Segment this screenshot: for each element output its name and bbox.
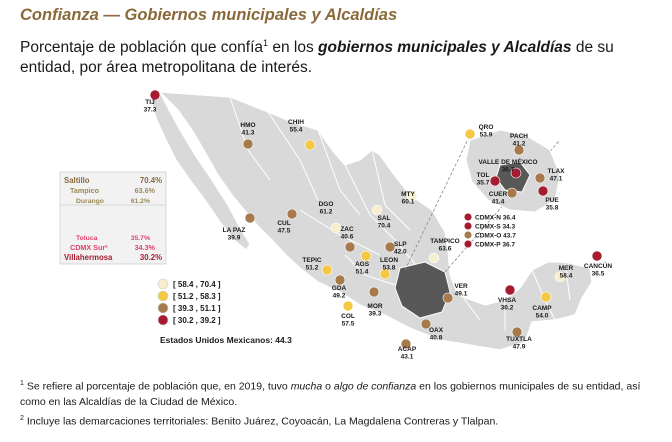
city-value: 35.7 — [476, 179, 490, 187]
city-name: TAMPICO — [430, 238, 460, 245]
city-value: 41.2 — [512, 140, 526, 148]
city-name: MOR — [367, 303, 383, 310]
city-value: 39.3 — [368, 310, 382, 318]
ranking-value: 34.3% — [134, 243, 155, 252]
city-marker — [335, 275, 345, 285]
city-name: COL — [341, 313, 355, 320]
subtitle-part1: Porcentaje de población que confía — [20, 39, 264, 57]
legend-swatch — [158, 279, 168, 289]
city-marker — [245, 213, 255, 223]
city-name: VALLE DE MÉXICO — [478, 159, 538, 166]
city-value: 47.1 — [549, 175, 563, 183]
legend-item — [158, 279, 221, 289]
city-marker — [287, 209, 297, 219]
ranking-name: Saltillo — [64, 176, 90, 185]
city-value: 53.8 — [382, 264, 396, 272]
city-value: 36.7 — [501, 166, 515, 174]
city-marker — [322, 265, 332, 275]
city-name: VER — [454, 283, 468, 290]
city-name: ACAP — [397, 346, 417, 353]
city-name: LEON — [379, 257, 399, 264]
legend-label: [ 30.2 , 39.2 ] — [173, 316, 221, 325]
city-marker — [443, 293, 453, 303]
ranking-value: 70.4% — [139, 176, 162, 185]
city-name: CUL — [277, 220, 291, 227]
city-value: 55.4 — [289, 126, 303, 134]
city-value: 70.4 — [377, 222, 391, 230]
city-marker — [345, 242, 355, 252]
legend — [158, 279, 221, 325]
footnote-1-mid: o — [322, 380, 334, 393]
city-value: 41.4 — [491, 198, 505, 206]
city-value: 51.2 — [305, 264, 319, 272]
ranking-value: 61.2% — [130, 198, 150, 205]
city-marker — [429, 253, 439, 263]
city-value: 47.5 — [277, 227, 291, 235]
footnote-2-text: Incluye las demarcaciones territoriales: Benito Juárez, Coyoacán, La Magdalena Contreras y Tlalpan. — [23, 415, 499, 427]
city-value: 40.8 — [429, 334, 443, 342]
ranking-box — [60, 172, 166, 264]
legend-label: [ 58.4 , 70.4 ] — [173, 280, 221, 289]
legend-swatch — [158, 303, 168, 313]
footnote-1-post: en los gobiernos municipales de su entidad, así como en las Alcaldías de la Ciudad de México. — [20, 380, 641, 408]
footnote-1-marker: 1 — [20, 380, 24, 387]
city-marker — [505, 285, 515, 295]
city-name: DGO — [318, 201, 334, 208]
city-value: 51.4 — [355, 268, 369, 276]
cdmx-marker — [464, 213, 472, 221]
city-marker — [372, 205, 382, 215]
ranking-name: Villahermosa — [64, 253, 113, 262]
subtitle-part3: de su entidad, por área metropolitana de interés. — [20, 39, 614, 77]
city-value: 35.8 — [545, 204, 559, 212]
cdmx-item — [464, 222, 515, 230]
city-value: 53.9 — [479, 131, 493, 139]
cdmx-label: CDMX-N 36.4 — [475, 214, 516, 222]
subtitle-bold: gobiernos municipales y Alcaldías — [318, 39, 572, 57]
legend-label: [ 51.2 , 58.3 ] — [173, 292, 221, 301]
footnote-1-italic-2: algo de confianza — [333, 380, 417, 393]
legend-item — [158, 303, 221, 313]
city-value: 42.0 — [394, 248, 407, 256]
ranking-value: 30.2% — [139, 253, 162, 262]
footnote-1 — [20, 376, 660, 411]
city-name: OAX — [428, 327, 444, 334]
city-name: TIJ — [145, 99, 155, 106]
city-name: TOL — [476, 172, 490, 179]
city-name: CHIH — [288, 119, 304, 126]
legend-swatch — [158, 315, 168, 325]
cdmx-marker — [464, 240, 472, 248]
footnote-1-italic-1: mucha — [290, 380, 323, 393]
city-value: 61.2 — [319, 208, 333, 216]
legend-item — [158, 315, 221, 325]
city-marker — [538, 186, 548, 196]
cdmx-item — [464, 213, 516, 221]
city-value: 49.2 — [332, 292, 346, 300]
city-value: 63.6 — [438, 245, 452, 253]
city-marker — [490, 176, 500, 186]
city-marker — [305, 140, 315, 150]
city-marker — [243, 139, 253, 149]
city-value: 58.4 — [559, 272, 573, 280]
city-name: HMO — [240, 122, 256, 129]
footnote-2-marker: 2 — [20, 414, 24, 422]
cdmx-label: CDMX-O 43.7 — [475, 232, 516, 240]
city-marker — [592, 251, 602, 261]
city-name: LA PAZ — [222, 227, 246, 234]
city-value: 54.0 — [535, 312, 549, 320]
city-value: 41.3 — [241, 129, 255, 137]
ranking-value: 63.6% — [134, 186, 155, 195]
city-value: 37.3 — [143, 106, 157, 114]
city-name: SLP — [394, 241, 407, 248]
footnote-2 — [20, 411, 660, 430]
city-marker — [369, 287, 379, 297]
city-name: CANCÚN — [583, 263, 613, 270]
city-value: 60.1 — [401, 198, 415, 206]
city-marker — [361, 251, 371, 261]
cdmx-label: CDMX-S 34.3 — [475, 223, 516, 231]
city-name: TUXTLA — [506, 336, 532, 343]
city-name: GDA — [331, 285, 347, 292]
city-marker — [535, 173, 545, 183]
cdmx-label: CDMX-P 36.7 — [475, 241, 515, 249]
city-name: CUER — [488, 191, 508, 198]
city-name: QRO — [478, 124, 494, 131]
city-value: 40.6 — [340, 233, 354, 241]
ranking-name: CDMX Sur² — [70, 243, 108, 252]
city-name: SAL — [377, 215, 391, 222]
city-name: MER — [558, 265, 574, 272]
city-name: PACH — [510, 133, 528, 140]
subtitle-part2: en los — [268, 39, 319, 57]
cdmx-marker — [464, 222, 472, 230]
city-col — [341, 301, 355, 328]
cdmx-list — [464, 213, 516, 248]
city-name: VHSA — [497, 297, 517, 304]
map-heading: Confianza — Gobiernos municipales y Alcaldías — [20, 6, 398, 24]
city-marker — [541, 292, 551, 302]
legend-item — [158, 291, 221, 301]
footnote-1-pre: Se refiere al porcentaje de población que, en 2019, tuvo — [23, 380, 291, 393]
ranking-name: Durango — [76, 198, 104, 205]
city-marker — [465, 129, 475, 139]
city-value: 43.1 — [400, 353, 414, 361]
city-name: AGS — [354, 261, 370, 268]
legend-label: [ 39.3 , 51.1 ] — [173, 304, 221, 313]
city-value: 47.9 — [512, 343, 526, 351]
city-value: 30.2 — [500, 304, 514, 312]
city-name: ZAC — [340, 226, 354, 233]
cdmx-item — [464, 231, 516, 239]
city-value: 39.9 — [227, 234, 241, 242]
city-marker — [343, 301, 353, 311]
subtitle-footnote-ref: 1 — [263, 38, 269, 48]
city-name: TEPIC — [302, 257, 322, 264]
city-value: 49.1 — [454, 290, 468, 298]
city-acap — [398, 339, 417, 361]
footnotes — [20, 376, 660, 430]
city-value: 57.5 — [341, 320, 355, 328]
ranking-name: Toluca — [76, 235, 98, 242]
ranking-value: 35.7% — [130, 235, 150, 242]
city-name: TLAX — [547, 168, 565, 175]
city-name: MTY — [401, 191, 415, 198]
legend-swatch — [158, 291, 168, 301]
city-name: PUE — [545, 197, 559, 204]
city-value: 36.5 — [591, 270, 605, 278]
ranking-name: Tampico — [70, 186, 100, 195]
city-name: CAMP — [532, 305, 552, 312]
cdmx-marker — [464, 231, 472, 239]
national-value: Estados Unidos Mexicanos: 44.3 — [160, 335, 292, 345]
city-qro — [465, 124, 493, 139]
city-marker — [507, 188, 517, 198]
